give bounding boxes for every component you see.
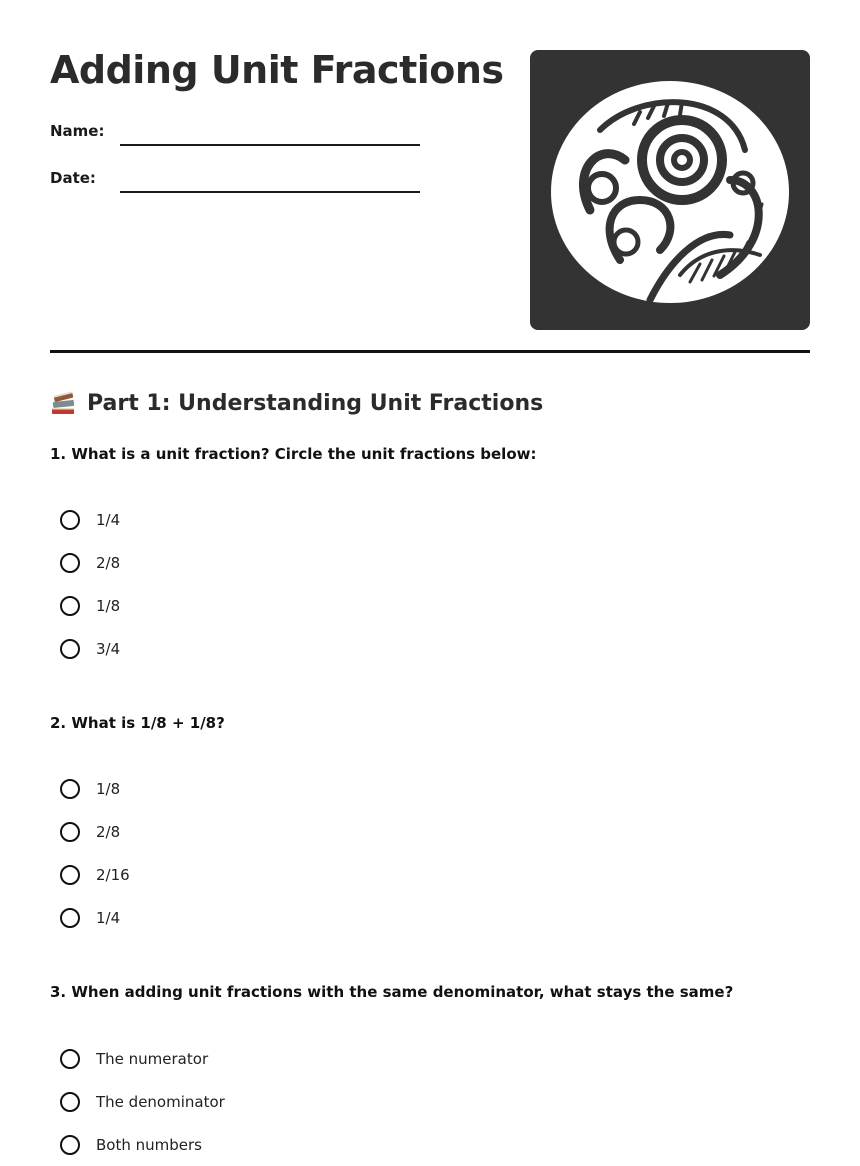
radio-circle[interactable]: [60, 779, 80, 799]
option-label: 2/16: [96, 865, 130, 884]
question-1: [50, 443, 810, 658]
question-2: [50, 712, 810, 927]
worksheet-title: Adding Unit Fractions: [50, 48, 504, 92]
option-label: 1/8: [96, 596, 121, 615]
part1-title: Part 1: Understanding Unit Fractions: [87, 390, 544, 416]
option-q2-d[interactable]: [60, 896, 130, 939]
option-q2-a[interactable]: [60, 767, 130, 810]
worksheet-header: [50, 0, 810, 350]
name-field[interactable]: [50, 116, 420, 146]
books-icon: [50, 389, 78, 417]
option-q2-b[interactable]: [60, 810, 130, 853]
question-3: [50, 981, 810, 1154]
option-label: 1/4: [96, 510, 121, 529]
header-divider: [50, 350, 810, 353]
worksheet-page: [50, 0, 810, 1161]
option-label: 2/8: [96, 822, 121, 841]
option-q3-c[interactable]: [60, 1123, 225, 1166]
radio-circle[interactable]: [60, 1135, 80, 1155]
date-field[interactable]: [50, 163, 420, 193]
option-label: 1/8: [96, 779, 121, 798]
option-label: 2/8: [96, 553, 121, 572]
question-3-options: [60, 1037, 225, 1166]
option-q3-a[interactable]: [60, 1037, 225, 1080]
option-label: 1/4: [96, 908, 121, 927]
radio-circle[interactable]: [60, 908, 80, 928]
option-q1-a[interactable]: [60, 498, 120, 541]
radio-circle[interactable]: [60, 1049, 80, 1069]
name-write-line[interactable]: [120, 144, 420, 146]
part1-heading: [50, 386, 543, 420]
name-label: Name:: [50, 122, 105, 140]
option-q1-b[interactable]: [60, 541, 120, 584]
option-label: 3/4: [96, 639, 121, 658]
option-q2-c[interactable]: [60, 853, 130, 896]
koru-swirl-logo-icon: [530, 50, 810, 330]
radio-circle[interactable]: [60, 553, 80, 573]
option-q1-d[interactable]: [60, 627, 120, 670]
question-3-text: 3. When adding unit fractions with the same denominator, what stays the same?: [50, 983, 734, 1001]
question-1-options: [60, 498, 120, 670]
radio-circle[interactable]: [60, 1092, 80, 1112]
radio-circle[interactable]: [60, 510, 80, 530]
radio-circle[interactable]: [60, 639, 80, 659]
radio-circle[interactable]: [60, 822, 80, 842]
date-label: Date:: [50, 169, 96, 187]
question-2-options: [60, 767, 130, 939]
radio-circle[interactable]: [60, 596, 80, 616]
option-label: The numerator: [96, 1049, 209, 1068]
option-label: Both numbers: [96, 1135, 202, 1154]
option-label: The denominator: [96, 1092, 225, 1111]
question-2-text: 2. What is 1/8 + 1/8?: [50, 714, 225, 732]
question-1-text: 1. What is a unit fraction? Circle the unit fractions below:: [50, 445, 537, 463]
radio-circle[interactable]: [60, 865, 80, 885]
option-q1-c[interactable]: [60, 584, 120, 627]
date-write-line[interactable]: [120, 191, 420, 193]
option-q3-b[interactable]: [60, 1080, 225, 1123]
